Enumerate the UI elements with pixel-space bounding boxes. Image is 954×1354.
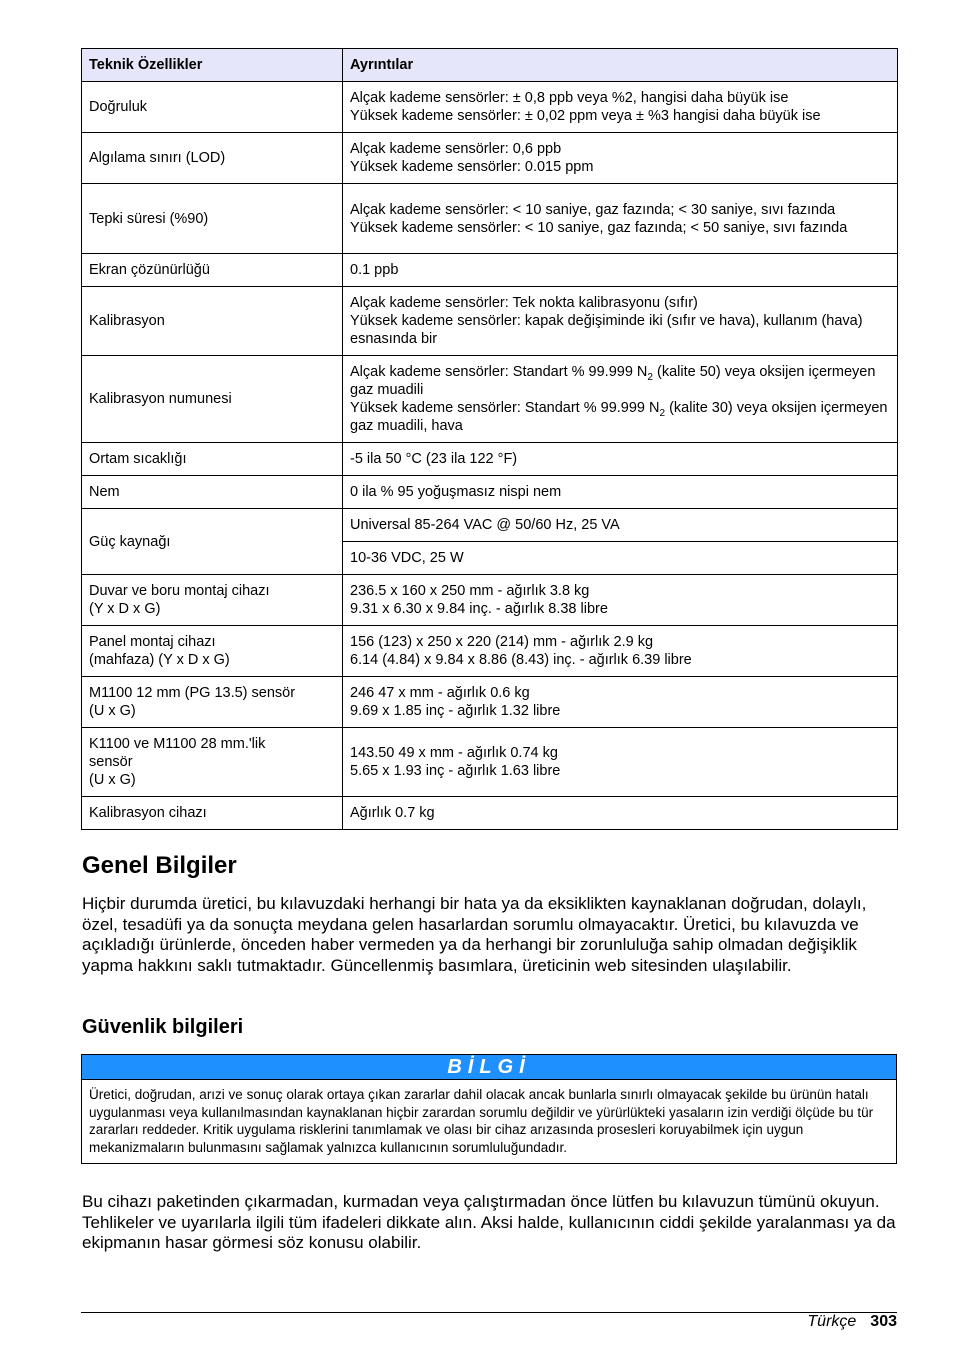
detail-line: Alçak kademe sensörler: ± 0,8 ppb veya %2, hangisi daha büyük ise (350, 90, 789, 106)
detail-line: 5.65 x 1.93 inç - ağırlık 1.63 libre (350, 763, 561, 779)
row-label (82, 626, 343, 677)
footer-language: Türkçe (807, 1313, 857, 1330)
sample-high-text-end: (kalite 30) veya oksijen içermeyen gaz muadili, hava (350, 400, 888, 434)
detail-line: Yüksek kademe sensörler: 0.015 ppm (350, 159, 594, 175)
row-details (343, 254, 898, 287)
row-details (343, 476, 898, 509)
row-label: Tepki süresi (%90) (82, 184, 343, 254)
detail-line: Alçak kademe sensörler: < 10 saniye, gaz fazında; < 30 saniye, sıvı fazında (350, 201, 836, 218)
detail-line: 143.50 49 x mm - ağırlık 0.74 kg (350, 745, 558, 761)
row-label: Güç kaynağı (82, 509, 343, 575)
safety-paragraph: Bu cihazı paketinden çıkarmadan, kurmadan veya çalıştırmadan önce lütfen bu kılavuzun tümünü okuyun. Tehlikeler ve uyarılarla ilgili tüm ifadeleri dikkate alın. Aksi halde, kullanıcının ciddi şekilde yaralanması ya da ekipmanın hasar görmesi söz konusu olabilir. (82, 1192, 896, 1252)
row-details (343, 575, 898, 626)
label-line: Panel montaj cihazı (89, 634, 216, 650)
row-details (343, 287, 898, 356)
sample-high-text: Yüksek kademe sensörler: Standart % 99.999 N (350, 400, 660, 416)
table-row (82, 133, 898, 184)
detail-line: 6.14 (4.84) x 9.84 x 8.86 (8.43) inç. - ağırlık 6.39 libre (350, 652, 692, 668)
sample-low-text-end: (kalite 50) veya oksijen içermeyen gaz muadili (350, 364, 876, 398)
detail-line (350, 399, 890, 435)
table-row (82, 797, 898, 830)
detail-line: 10-36 VDC, 25 W (350, 550, 464, 566)
detail-line: 0.1 ppb (350, 262, 399, 278)
label-line: M1100 12 mm (PG 13.5) sensör (89, 685, 296, 701)
row-details (343, 509, 898, 542)
row-label: Doğruluk (82, 82, 343, 133)
column-header-details: Ayrıntılar (343, 49, 898, 82)
table-row (82, 443, 898, 476)
row-details (343, 184, 898, 254)
row-details (343, 133, 898, 184)
table-row (82, 287, 898, 356)
row-label: Algılama sınırı (LOD) (82, 133, 343, 184)
detail-line: Yüksek kademe sensörler: < 10 saniye, gaz fazında; < 50 saniye, sıvı fazında (350, 219, 848, 236)
table-row (82, 254, 898, 287)
row-label (82, 728, 343, 797)
section-title-safety: Güvenlik bilgileri (82, 1016, 244, 1038)
label-line: Duvar ve boru montaj cihazı (89, 583, 270, 599)
table-row (82, 184, 898, 254)
page-footer (807, 1313, 897, 1331)
detail-line: 0 ila % 95 yoğuşmasız nispi nem (350, 484, 562, 500)
detail-line: Alçak kademe sensörler: 0,6 ppb (350, 141, 562, 157)
row-details (343, 797, 898, 830)
specifications-table (81, 48, 898, 830)
table-row (82, 356, 898, 443)
notice-text: Üretici, doğrudan, arızi ve sonuç olarak ortaya çıkan zararlar dahil olacak ancak bunlarla sınırlı olmayacak şekilde bu ürünün hatalı uygulanması veya kullanılmasından kaynaklanan hiçbir zarardan sorumlu değildir ve yürürlükteki yasaların izin verdiği ölçüde bu tür zararları reddeder. Kritik uygulama risklerini tanımlamak ve olası bir cihaz arızasında prosesleri koruyabilmek için uygun mekanizmaların bulunmasını sağlamak yalnızca kullanıcının sorumluluğundadır. (89, 1087, 874, 1155)
label-line: (U x G) (89, 703, 136, 719)
table-row (82, 82, 898, 133)
detail-line: 156 (123) x 250 x 220 (214) mm - ağırlık 2.9 kg (350, 634, 654, 650)
detail-line: Yüksek kademe sensörler: ± 0,02 ppm veya ± %3 hangisi daha büyük ise (350, 108, 821, 124)
table-row (82, 626, 898, 677)
detail-line: 236.5 x 160 x 250 mm - ağırlık 3.8 kg (350, 583, 590, 599)
detail-line: Universal 85-264 VAC @ 50/60 Hz, 25 VA (350, 517, 620, 533)
label-line: (U x G) (89, 772, 136, 788)
table-row (82, 476, 898, 509)
notice-header (82, 1055, 896, 1080)
notice-label: BİLGİ (447, 1056, 531, 1078)
section-title-general: Genel Bilgiler (82, 852, 237, 879)
label-line: K1100 ve M1100 28 mm.'lik (89, 736, 266, 752)
table-row (82, 728, 898, 797)
table-row (82, 509, 898, 542)
label-line: sensör (89, 754, 133, 770)
detail-line (350, 363, 890, 399)
row-label: Ekran çözünürlüğü (82, 254, 343, 287)
row-details (343, 728, 898, 797)
label-line: (mahfaza) (Y x D x G) (89, 652, 230, 668)
row-details (343, 626, 898, 677)
table-row (82, 575, 898, 626)
subscript: 2 (659, 407, 666, 419)
row-label: Kalibrasyon cihazı (82, 797, 343, 830)
notice-box (81, 1054, 897, 1164)
row-label (82, 575, 343, 626)
subscript: 2 (647, 371, 653, 383)
row-details (343, 356, 898, 443)
footer-divider (81, 1312, 897, 1313)
table-row (82, 677, 898, 728)
detail-line: 9.31 x 6.30 x 9.84 inç. - ağırlık 8.38 libre (350, 601, 608, 617)
detail-line: Ağırlık 0.7 kg (350, 805, 435, 821)
row-details (343, 82, 898, 133)
table-header-row (82, 49, 898, 82)
sample-low-text: Alçak kademe sensörler: Standart % 99.999 N (350, 364, 648, 380)
label-line: (Y x D x G) (89, 601, 161, 617)
row-details (343, 443, 898, 476)
detail-line: 246 47 x mm - ağırlık 0.6 kg (350, 685, 530, 701)
row-details (343, 677, 898, 728)
row-label: Kalibrasyon (82, 287, 343, 356)
row-details (343, 542, 898, 575)
row-label: Ortam sıcaklığı (82, 443, 343, 476)
page-number: 303 (870, 1313, 897, 1330)
column-header-spec: Teknik Özellikler (82, 49, 343, 82)
detail-line: Alçak kademe sensörler: Tek nokta kalibrasyonu (sıfır) (350, 295, 698, 311)
general-paragraph: Hiçbir durumda üretici, bu kılavuzdaki herhangi bir hata ya da eksiklikten kaynaklanan doğrudan, dolaylı, özel, tesadüfi ya da sonuçta meydana gelen hasarlardan sorumlu olmayacaktır. Üretici, bu kılavuzda ve açıkladığı ürünlerde, önceden haber vermeden ya da herhangi bir zorunluluğa sahip olmadan değişiklik yapma hakkını saklı tutmaktadır. Güncellenmiş basımlara, üreticinin web sitesinden ulaşılabilir. (82, 894, 867, 975)
row-label (82, 677, 343, 728)
row-label: Kalibrasyon numunesi (82, 356, 343, 443)
detail-line: Yüksek kademe sensörler: kapak değişiminde iki (sıfır ve hava), kullanım (hava) esnasında bir (350, 313, 863, 347)
detail-line: 9.69 x 1.85 inç - ağırlık 1.32 libre (350, 703, 561, 719)
row-label: Nem (82, 476, 343, 509)
detail-line: -5 ila 50 °C (23 ila 122 °F) (350, 451, 518, 467)
